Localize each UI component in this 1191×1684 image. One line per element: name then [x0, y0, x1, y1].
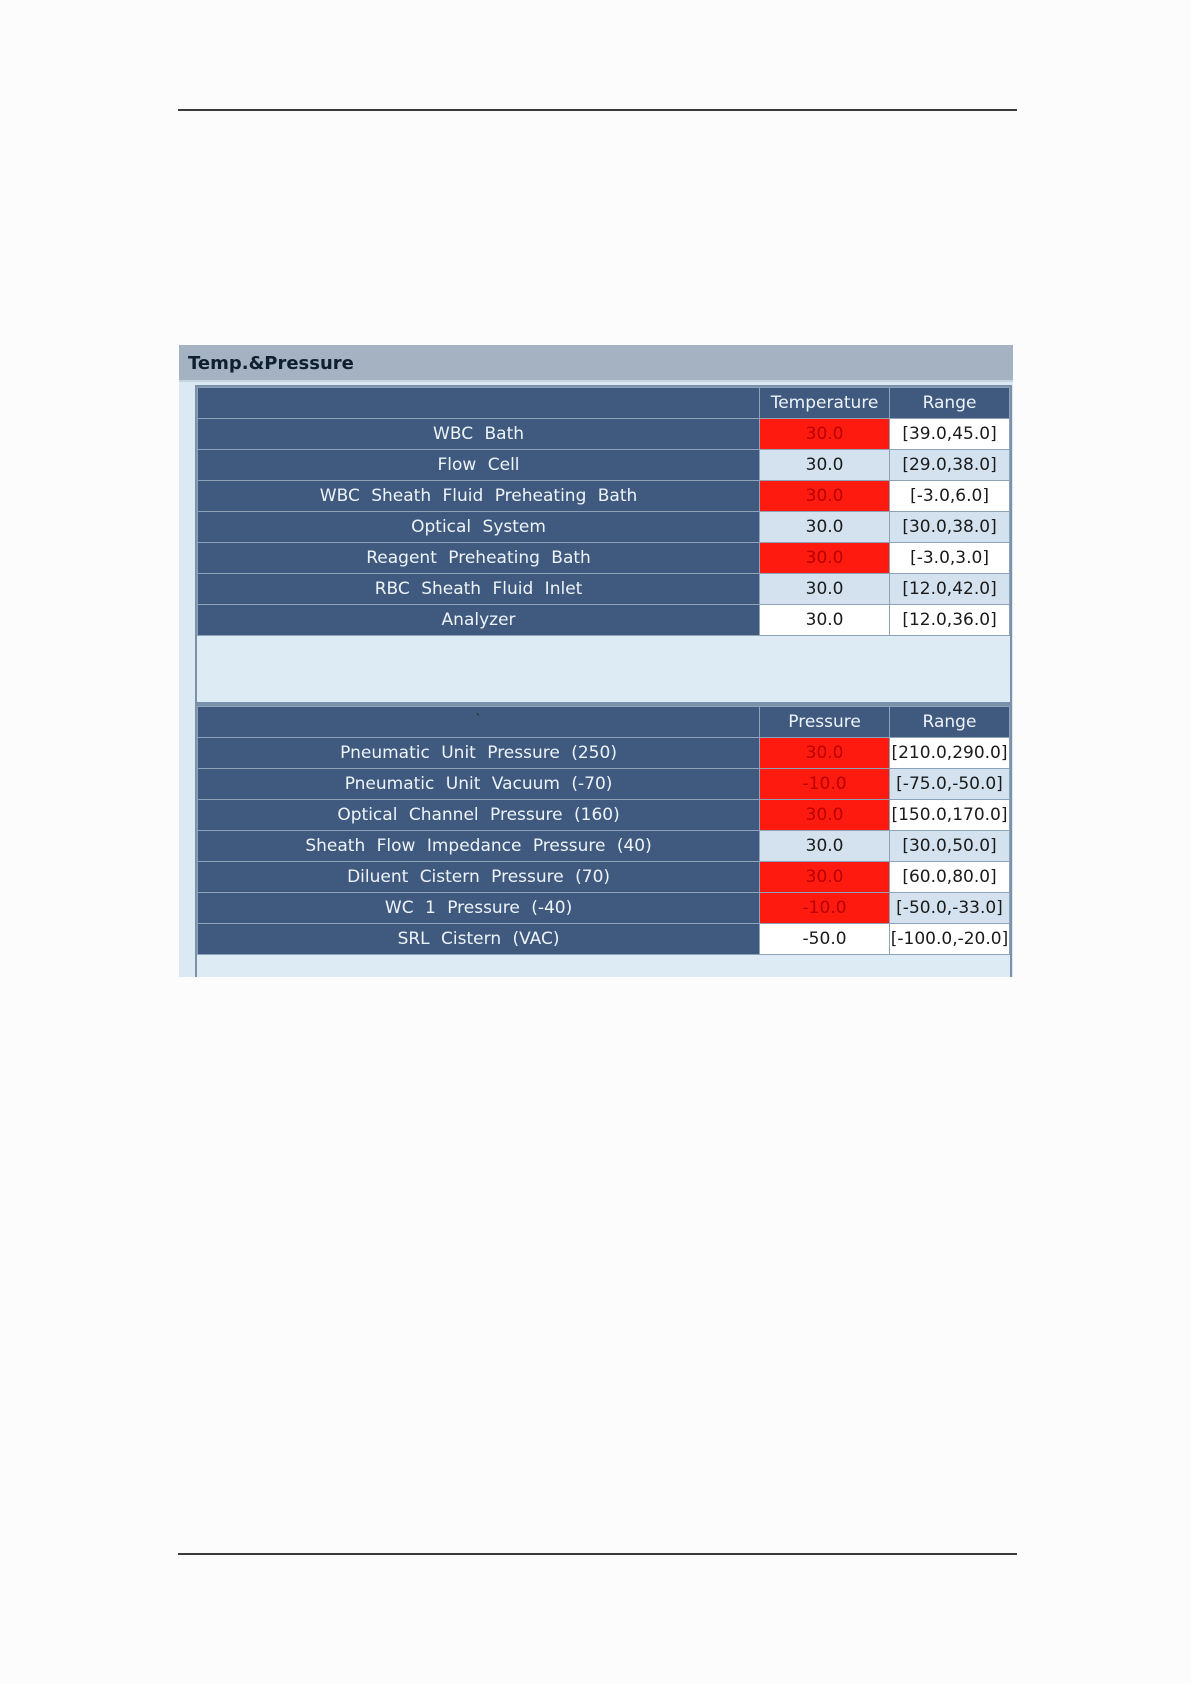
temperature-row [198, 481, 1010, 512]
pressure-row-value: 30.0 [760, 831, 890, 862]
pressure-row-range: [-75.0,-50.0] [890, 769, 1010, 800]
temperature-row-name: Analyzer [198, 605, 760, 636]
temperature-row [198, 543, 1010, 574]
temperature-row-range: [29.0,38.0] [890, 450, 1010, 481]
pressure-name-header-text: ` [475, 712, 482, 726]
pressure-row-value: 30.0 [760, 862, 890, 893]
page-header-rule [178, 109, 1017, 111]
temperature-row-range: [-3.0,3.0] [890, 543, 1010, 574]
temperature-range-header: Range [890, 388, 1010, 419]
pressure-row [198, 800, 1010, 831]
pressure-row-name: Sheath Flow Impedance Pressure (40) [198, 831, 760, 862]
pressure-row-range: [-50.0,-33.0] [890, 893, 1010, 924]
temperature-row-range: [-3.0,6.0] [890, 481, 1010, 512]
temperature-row-value: 30.0 [760, 419, 890, 450]
pressure-row-range: [30.0,50.0] [890, 831, 1010, 862]
pressure-row-range: [-100.0,-20.0] [890, 924, 1010, 955]
temperature-row [198, 574, 1010, 605]
temperature-row-range: [12.0,42.0] [890, 574, 1010, 605]
temperature-row [198, 450, 1010, 481]
pressure-row [198, 893, 1010, 924]
pressure-range-header: Range [890, 707, 1010, 738]
pressure-row-name: SRL Cistern (VAC) [198, 924, 760, 955]
pressure-row-range: [210.0,290.0] [890, 738, 1010, 769]
temperature-row-name: Optical System [198, 512, 760, 543]
pressure-row-value: 30.0 [760, 800, 890, 831]
temperature-value-header: Temperature [760, 388, 890, 419]
temperature-name-header [198, 388, 760, 419]
pressure-group [195, 704, 1012, 977]
temperature-row-value: 30.0 [760, 574, 890, 605]
pressure-row-name: Pneumatic Unit Vacuum (-70) [198, 769, 760, 800]
pressure-row [198, 831, 1010, 862]
temperature-row-value: 30.0 [760, 450, 890, 481]
temperature-row-range: [30.0,38.0] [890, 512, 1010, 543]
temperature-row-name: Flow Cell [198, 450, 760, 481]
temperature-row [198, 512, 1010, 543]
temperature-row-range: [39.0,45.0] [890, 419, 1010, 450]
panel-header [179, 345, 1013, 382]
temperature-row-value: 30.0 [760, 605, 890, 636]
pressure-table [197, 706, 1010, 955]
panel-title: Temp.&Pressure [188, 353, 354, 374]
pressure-row-value: -10.0 [760, 769, 890, 800]
temperature-row-value: 30.0 [760, 543, 890, 574]
temperature-row-range: [12.0,36.0] [890, 605, 1010, 636]
pressure-header-row [198, 707, 1010, 738]
page-footer-rule [178, 1553, 1017, 1555]
temperature-table [197, 387, 1010, 636]
pressure-row-range: [60.0,80.0] [890, 862, 1010, 893]
pressure-row-value: -50.0 [760, 924, 890, 955]
pressure-row-value: 30.0 [760, 738, 890, 769]
pressure-name-header [198, 707, 760, 738]
pressure-row-range: [150.0,170.0] [890, 800, 1010, 831]
temperature-row [198, 419, 1010, 450]
temperature-row-value: 30.0 [760, 512, 890, 543]
temperature-row-value: 30.0 [760, 481, 890, 512]
pressure-row [198, 862, 1010, 893]
temperature-row-name: RBC Sheath Fluid Inlet [198, 574, 760, 605]
pressure-row-name: WC 1 Pressure (-40) [198, 893, 760, 924]
pressure-row-value: -10.0 [760, 893, 890, 924]
pressure-row-name: Pneumatic Unit Pressure (250) [198, 738, 760, 769]
temperature-row-name: Reagent Preheating Bath [198, 543, 760, 574]
temperature-group [195, 385, 1012, 704]
pressure-row [198, 769, 1010, 800]
pressure-row-name: Optical Channel Pressure (160) [198, 800, 760, 831]
temperature-header-row [198, 388, 1010, 419]
pressure-value-header: Pressure [760, 707, 890, 738]
pressure-row [198, 924, 1010, 955]
temperature-row-name: WBC Sheath Fluid Preheating Bath [198, 481, 760, 512]
temperature-row [198, 605, 1010, 636]
pressure-row-name: Diluent Cistern Pressure (70) [198, 862, 760, 893]
temp-pressure-panel [179, 345, 1013, 977]
temperature-row-name: WBC Bath [198, 419, 760, 450]
pressure-row [198, 738, 1010, 769]
